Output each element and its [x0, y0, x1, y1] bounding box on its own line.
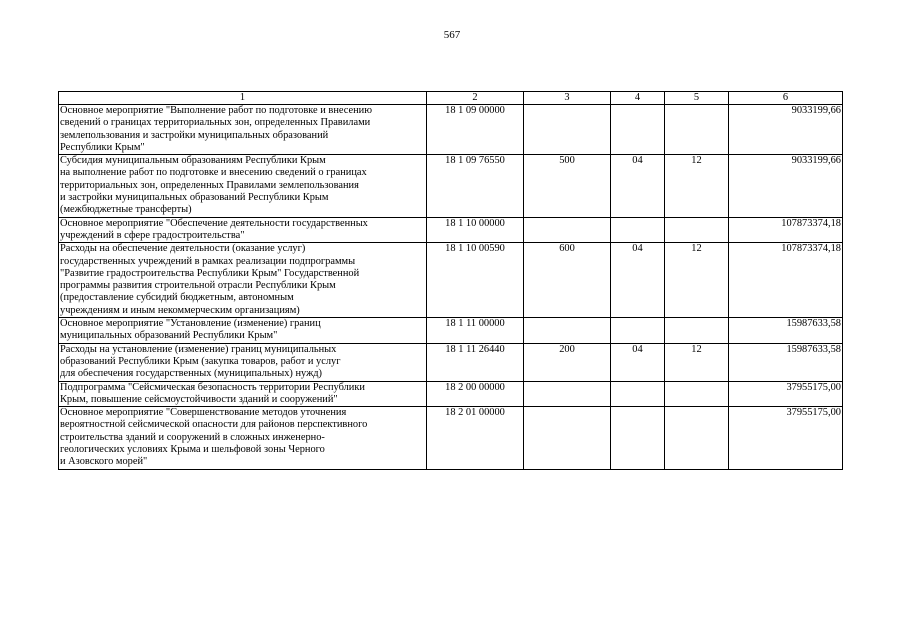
- column-header-1: 1: [59, 92, 427, 105]
- row-amount: 37955175,00: [729, 381, 843, 407]
- row-amount: 9033199,66: [729, 105, 843, 155]
- row-target-code: 18 1 10 00000: [427, 217, 524, 243]
- header-row: [59, 92, 843, 105]
- budget-table: [58, 91, 843, 470]
- row-amount: 9033199,66: [729, 155, 843, 217]
- column-header-2: 2: [427, 92, 524, 105]
- row-section: [611, 318, 665, 344]
- row-expense-type: [524, 217, 611, 243]
- row-name: Основное мероприятие "Обеспечение деятельности государственных учреждений в сфере градостроительства": [59, 217, 427, 243]
- row-subsection: [665, 318, 729, 344]
- column-header-5: 5: [665, 92, 729, 105]
- row-section: 04: [611, 243, 665, 318]
- row-name: Основное мероприятие "Установление (изменение) границ муниципальных образований Республики Крым": [59, 318, 427, 344]
- row-expense-type: 500: [524, 155, 611, 217]
- table-row: [59, 217, 843, 243]
- row-expense-type: [524, 318, 611, 344]
- row-name: Основное мероприятие "Совершенствование методов уточнения вероятностной сейсмической опасности для районов перспективного строительства зданий и сооружений в сложных инженерно- геологических условиях Крыма и шельфовой зоны Черного и Азовского морей": [59, 407, 427, 469]
- row-target-code: 18 2 01 00000: [427, 407, 524, 469]
- row-target-code: 18 1 09 76550: [427, 155, 524, 217]
- table-row: [59, 105, 843, 155]
- table-row: [59, 318, 843, 344]
- row-section: 04: [611, 155, 665, 217]
- row-amount: 107873374,18: [729, 217, 843, 243]
- column-header-4: 4: [611, 92, 665, 105]
- table-row: [59, 381, 843, 407]
- table-row: [59, 407, 843, 469]
- row-amount: 37955175,00: [729, 407, 843, 469]
- row-section: [611, 381, 665, 407]
- row-subsection: 12: [665, 343, 729, 381]
- row-subsection: [665, 105, 729, 155]
- row-target-code: 18 1 10 00590: [427, 243, 524, 318]
- row-name: Основное мероприятие "Выполнение работ по подготовке и внесению сведений о границах территориальных зон, определенных Правилами землепользования и застройки муниципальных образований Республики Крым": [59, 105, 427, 155]
- row-amount: 107873374,18: [729, 243, 843, 318]
- column-header-3: 3: [524, 92, 611, 105]
- row-expense-type: 600: [524, 243, 611, 318]
- row-section: [611, 105, 665, 155]
- row-expense-type: 200: [524, 343, 611, 381]
- row-subsection: [665, 381, 729, 407]
- row-target-code: 18 2 00 00000: [427, 381, 524, 407]
- row-amount: 15987633,58: [729, 318, 843, 344]
- row-name: Подпрограмма "Сейсмическая безопасность территории Республики Крым, повышение сейсмоустойчивости зданий и сооружений": [59, 381, 427, 407]
- table-row: [59, 243, 843, 318]
- row-section: 04: [611, 343, 665, 381]
- row-subsection: [665, 407, 729, 469]
- row-expense-type: [524, 105, 611, 155]
- row-subsection: 12: [665, 155, 729, 217]
- row-subsection: [665, 217, 729, 243]
- table-row: [59, 343, 843, 381]
- row-target-code: 18 1 11 26440: [427, 343, 524, 381]
- table-row: [59, 155, 843, 217]
- column-header-6: 6: [729, 92, 843, 105]
- row-expense-type: [524, 381, 611, 407]
- row-section: [611, 217, 665, 243]
- row-subsection: 12: [665, 243, 729, 318]
- row-target-code: 18 1 11 00000: [427, 318, 524, 344]
- row-target-code: 18 1 09 00000: [427, 105, 524, 155]
- row-name: Субсидия муниципальным образованиям Республики Крым на выполнение работ по подготовке и внесению сведений о границах территориальных зон, определенных Правилами землепользования и застройки муниципальных образований Республики Крым (межбюджетные трансферты): [59, 155, 427, 217]
- row-amount: 15987633,58: [729, 343, 843, 381]
- row-name: Расходы на обеспечение деятельности (оказание услуг) государственных учреждений в рамках реализации подпрограммы "Развитие градостроительства Республики Крым" Государственной программы развития строительной отрасли Республики Крым (предоставление субсидий бюджетным, автономным учреждениям и иным некоммерческим организациям): [59, 243, 427, 318]
- row-expense-type: [524, 407, 611, 469]
- page-number: 567: [443, 29, 461, 41]
- row-section: [611, 407, 665, 469]
- row-name: Расходы на установление (изменение) границ муниципальных образований Республики Крым (закупка товаров, работ и услуг для обеспечения государственных (муниципальных) нужд): [59, 343, 427, 381]
